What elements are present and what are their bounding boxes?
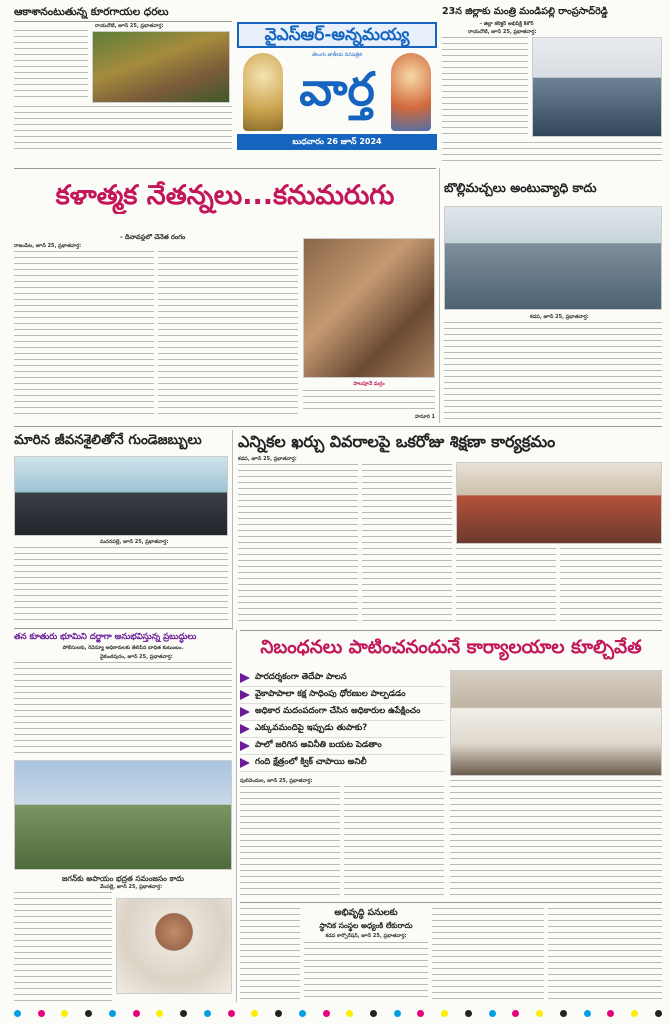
masthead-title-bar <box>237 22 437 48</box>
bullet-item <box>240 687 445 704</box>
registration-dot <box>512 1010 519 1017</box>
column-divider <box>232 430 233 630</box>
story3-body-text <box>158 251 298 419</box>
registration-dot <box>536 1010 543 1017</box>
story1-dateline: రాయచోటి, జూన్ 25, ప్రభాతవార్త: <box>95 23 164 29</box>
story3-body-text <box>303 390 435 412</box>
bullet-arrow-icon <box>240 741 250 751</box>
registration-dot <box>489 1010 496 1017</box>
bullet-item <box>240 704 445 721</box>
story1-body-text <box>14 30 88 102</box>
story8-body-text <box>450 780 662 898</box>
section-divider <box>240 902 662 903</box>
bullet-item <box>240 670 445 687</box>
registration-dot <box>251 1010 258 1017</box>
story6-body-text <box>362 464 452 624</box>
story6-body-text <box>560 548 662 624</box>
registration-dot <box>607 1010 614 1017</box>
story10-headline-line1: అభివృద్ధి పనులకు <box>334 908 398 918</box>
deity-emblem-right <box>391 53 431 131</box>
bullet-text: అధికార మదంపదంగా చేసిన అధికారుల ఉపేక్షించం <box>255 706 421 716</box>
registration-dot <box>584 1010 591 1017</box>
issue-date: బుధవారం 26 జూన్ 2024 <box>292 137 382 146</box>
story8-headline: నిబంధనలు పాటించనందునే కార్యాలయాల కూల్చివేత <box>260 637 642 658</box>
registration-dot <box>299 1010 306 1017</box>
bullet-item <box>240 755 445 772</box>
column-divider <box>236 630 237 1002</box>
story6-headline: ఎన్నికల ఖర్చు వివరాలపై ఒకరోజు శిక్షణా కార్యక్రమం <box>238 432 556 451</box>
newspaper-logo <box>287 50 387 130</box>
bullet-text: ఎక్కువమందిపై ఇప్పుడు తుపాకు? <box>255 723 368 733</box>
print-color-registration-bar <box>14 1010 662 1018</box>
story3-subhead: - దీనావస్థలో చేనేత రంగం <box>120 234 186 241</box>
section-divider <box>14 168 436 169</box>
bullet-arrow-icon <box>240 690 250 700</box>
registration-dot <box>156 1010 163 1017</box>
registration-dot <box>417 1010 424 1017</box>
section-divider <box>14 426 662 427</box>
story7-dateline: వైకుంఠపురం, జూన్ 25, ప్రభాతవార్త: <box>100 654 173 660</box>
election-training-photo <box>456 462 662 544</box>
story5-body-text <box>14 547 228 623</box>
story2-dateline: రాయచోటి, జూన్ 25, ప్రభాతవార్త: <box>468 29 537 35</box>
registration-dot <box>38 1010 45 1017</box>
bullet-arrow-icon <box>240 673 250 683</box>
story2-body-text <box>442 142 662 166</box>
story3-body-text <box>14 251 154 419</box>
date-bar <box>237 134 437 150</box>
story10-body-text <box>240 908 300 1002</box>
story6-dateline: కడప, జూన్ 25, ప్రభాతవార్త: <box>238 456 297 462</box>
logo-text: వార్త <box>299 62 375 116</box>
registration-dot <box>441 1010 448 1017</box>
story9-dateline: వేంపల్లె, జూన్ 25, ప్రభాతవార్త: <box>100 884 163 890</box>
registration-dot <box>204 1010 211 1017</box>
story8-body-text <box>344 786 444 898</box>
story3-headline: కళాత్మక నేతన్నలు...కనుమరుగు <box>55 180 395 211</box>
registration-dot <box>394 1010 401 1017</box>
temple-emblem-left <box>243 53 283 131</box>
story5-headline: మారిన జీవనశైలితోనే గుండెజబ్బులు <box>14 432 202 448</box>
minister-office-photo <box>532 37 662 137</box>
bullet-item <box>240 721 445 738</box>
vitiligo-awareness-photo <box>444 206 662 310</box>
story2-body-text <box>442 37 528 139</box>
registration-dot <box>560 1010 567 1017</box>
story6-body-text <box>456 548 556 624</box>
press-conference-photo <box>450 670 662 776</box>
story10-headline-line2: స్థానిక సంస్థల అధ్యంకి లేకురాదు <box>319 921 413 930</box>
masthead-tagline: తెలుగు జాతీయ దినపత్రిక <box>312 52 362 58</box>
divider <box>14 21 232 22</box>
registration-dot <box>14 1010 21 1017</box>
story10-dateline: కడప కార్పొరేషన్, జూన్ 25, ప్రభాతవార్త: <box>325 933 407 939</box>
registration-dot <box>85 1010 92 1017</box>
story9-headline: జగన్‌కు అపాయం భద్రత సమంజసం కాదు <box>62 874 184 883</box>
section-divider <box>14 628 232 629</box>
bullet-text: గంది క్షేత్రంలో క్విక్ చాపాయి అనిలీ <box>255 757 367 767</box>
story3-dateline: రాజంపేట, జూన్ 25, ప్రభాతవార్త: <box>14 243 82 249</box>
section-divider <box>240 630 662 631</box>
story7-headline: తన కూతురు భూమిని దర్జాగా అనుభవిస్తున్న ప్రబుద్ధులు <box>14 632 197 642</box>
registration-dot <box>275 1010 282 1017</box>
story10-body-text <box>304 942 428 1002</box>
registration-dot <box>180 1010 187 1017</box>
registration-dot <box>228 1010 235 1017</box>
story6-body-text <box>238 464 358 624</box>
masthead <box>237 22 437 154</box>
bullet-item <box>240 738 445 755</box>
bullet-text: వైకాపాపాలా కక్ష సాధింపు ధోరణుల పాల్పడడం <box>255 689 406 699</box>
registration-dot <box>370 1010 377 1017</box>
registration-dot <box>109 1010 116 1017</box>
story2-headline: 23న జిల్లాకు మంత్రి మండిపల్లి రాంప్రసాద్‌రెడ్డి <box>442 6 608 17</box>
story10-body-text <box>432 908 544 1002</box>
story10-body-text <box>548 908 662 1002</box>
registration-dot <box>61 1010 68 1017</box>
story7-subhead: పోలీసులకు, రెవెన్యూ అధికారులకు తెలిపిన బాధిత కుటుంబం. <box>62 645 184 651</box>
story4-body-text <box>444 322 662 422</box>
story2-byline: - జిల్లా కలెక్టర్ అభిషిక్త్ కిశోర్ <box>480 21 534 27</box>
vegetable-market-photo <box>92 31 230 103</box>
story3-banner <box>14 178 436 214</box>
story3-photo-caption: పాలపూనే మగ్గం <box>353 381 385 387</box>
story8-banner <box>240 634 662 662</box>
registration-dot <box>465 1010 472 1017</box>
story8-dateline: పులివెందుల, జూన్ 25, ప్రభాతవార్త: <box>240 778 313 784</box>
story7-body-text <box>14 662 232 758</box>
story1-body-text <box>14 106 232 154</box>
registration-dot <box>346 1010 353 1017</box>
registration-dot <box>631 1010 638 1017</box>
bullet-arrow-icon <box>240 707 250 717</box>
story8-bullet-list <box>240 670 445 772</box>
hospital-press-meet-photo <box>14 456 228 536</box>
story9-body-text <box>14 892 112 1002</box>
column-divider <box>439 168 440 423</box>
bullet-text: పారదర్శకంగా తెదేపా పాలన <box>255 672 347 682</box>
story3-writer: హనూరి 1 <box>414 414 435 420</box>
registration-dot <box>133 1010 140 1017</box>
registration-dot <box>655 1010 662 1017</box>
story5-dateline: మదనపల్లె, జూన్ 25, ప్రభాతవార్త: <box>100 539 169 545</box>
story4-dateline: కడప, జూన్ 25, ప్రభాతవార్త: <box>530 314 589 320</box>
masthead-title: వైఎస్ఆర్-అన్నమయ్య <box>264 25 410 45</box>
bullet-text: పాలో జరిగిన అవినీతి బయట పెడతాం <box>255 740 382 750</box>
bullet-arrow-icon <box>240 724 250 734</box>
weaver-loom-photo <box>303 238 435 378</box>
landowner-photo <box>14 760 232 870</box>
story1-headline: ఆకాశానంటుతున్న కూరగాయల ధరలు <box>14 6 169 18</box>
bullet-arrow-icon <box>240 758 250 768</box>
politician-portrait-photo <box>116 898 232 994</box>
story4-headline: బొల్లిమచ్చలు అంటువ్యాధి కాదు <box>444 180 597 195</box>
story8-body-text <box>240 786 340 898</box>
registration-dot <box>323 1010 330 1017</box>
